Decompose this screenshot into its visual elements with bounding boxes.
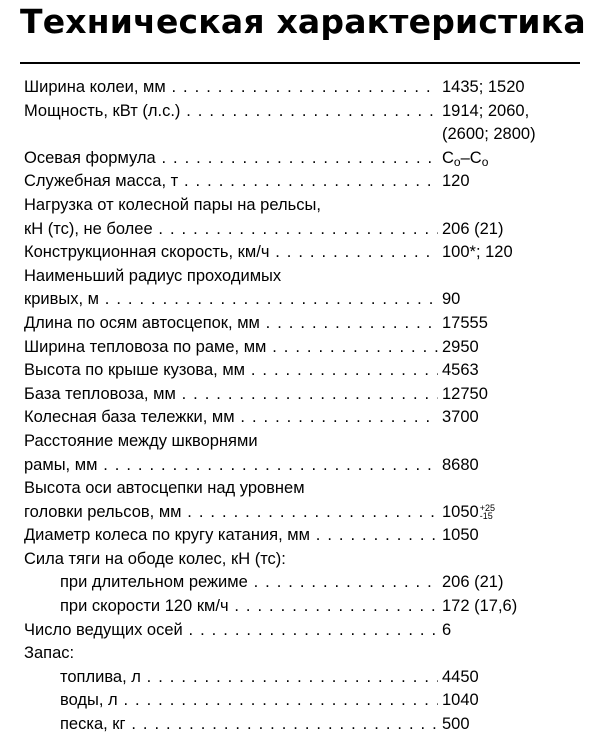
axle-formula-base: C — [442, 148, 454, 167]
page-title: Техническая характеристика — [20, 2, 586, 41]
spec-label: рамы, мм . . . — [24, 454, 438, 478]
spec-list — [0, 76, 600, 737]
spec-row — [0, 123, 600, 147]
spec-row — [0, 170, 600, 194]
spec-label: при длительном режиме . . . — [60, 571, 438, 595]
spec-row — [0, 147, 600, 171]
spec-label: Конструкционная скорость, км/ч . . . — [24, 241, 438, 265]
spec-value: 6 — [442, 620, 452, 639]
spec-row — [0, 619, 600, 643]
spec-row — [0, 477, 600, 501]
spec-value: 4450 — [442, 667, 479, 686]
spec-label: Осевая формула . . . — [24, 147, 438, 171]
spec-value: 1914; 2060, — [442, 101, 530, 120]
spec-label: Длина по осям автосцепок, мм . . . — [24, 312, 438, 336]
spec-label: Сила тяги на ободе колес, кН (тс): — [24, 549, 286, 568]
spec-value: 1050 — [442, 526, 479, 545]
spec-value: 8680 — [442, 455, 479, 474]
spec-value: 90 — [442, 290, 461, 309]
axle-formula-dash: – — [460, 148, 470, 167]
spec-label: при скорости 120 км/ч . . . — [60, 595, 438, 619]
spec-value: 1040 — [442, 691, 479, 710]
spec-value: 2950 — [442, 337, 479, 356]
coupler-height-value — [442, 501, 495, 525]
spec-label: Запас: — [24, 644, 75, 663]
spec-row — [0, 524, 600, 548]
spec-value: 12750 — [442, 384, 488, 403]
spec-value: 4563 — [442, 361, 479, 380]
tolerance — [480, 504, 495, 520]
spec-label: Высота по крыше кузова, мм . . . — [24, 359, 438, 383]
spec-label: Расстояние между шкворнями — [24, 431, 258, 450]
spec-label: Мощность, кВт (л.с.) . . . — [24, 100, 438, 124]
spec-row — [0, 312, 600, 336]
axle-formula-base: C — [469, 148, 482, 167]
spec-label: головки рельсов, мм . . . — [24, 501, 438, 525]
spec-label: кривых, м . . . — [24, 288, 438, 312]
spec-value: 100*; 120 — [442, 243, 513, 262]
spec-row — [0, 383, 600, 407]
spec-row — [0, 336, 600, 360]
spec-label: воды, л . . . — [60, 689, 438, 713]
spec-label: Число ведущих осей . . . — [24, 619, 438, 643]
spec-row — [0, 265, 600, 289]
spec-label: Диаметр колеса по кругу катания, мм . . . — [24, 524, 438, 548]
title-divider — [20, 62, 580, 64]
spec-label: Служебная масса, т . . . — [24, 170, 438, 194]
tolerance-minus: -15 — [479, 510, 493, 521]
spec-label: Наименьший радиус проходимых — [24, 266, 282, 285]
spec-label: Нагрузка от колесной пары на рельсы, — [24, 195, 321, 214]
tolerance-plus: +25 — [479, 502, 495, 513]
spec-row — [0, 595, 600, 619]
spec-row — [0, 666, 600, 690]
spec-value: 172 (17,6) — [442, 597, 518, 616]
spec-label: Высота оси автосцепки над уровнем — [24, 479, 305, 498]
spec-value: (2600; 2800) — [442, 125, 536, 144]
spec-row — [0, 241, 600, 265]
spec-row — [0, 689, 600, 713]
spec-label: кН (тс), не более . . . — [24, 218, 438, 242]
spec-value: 3700 — [442, 408, 479, 427]
spec-value: 206 (21) — [442, 573, 504, 592]
axle-formula-sub: o — [453, 154, 461, 169]
spec-row — [0, 218, 600, 242]
spec-row — [0, 76, 600, 100]
spec-row — [0, 713, 600, 737]
spec-row — [0, 288, 600, 312]
spec-label: База тепловоза, мм . . . — [24, 383, 438, 407]
spec-row — [0, 406, 600, 430]
spec-label: Ширина колеи, мм . . . — [24, 76, 438, 100]
spec-label: Ширина тепловоза по раме, мм . . . — [24, 336, 438, 360]
spec-label: Колесная база тележки, мм . . . — [24, 406, 438, 430]
spec-row — [0, 548, 600, 572]
spec-row — [0, 454, 600, 478]
spec-row — [0, 571, 600, 595]
spec-row — [0, 194, 600, 218]
spec-row — [0, 501, 600, 525]
spec-value: 206 (21) — [442, 219, 504, 238]
spec-label: топлива, л . . . — [60, 666, 438, 690]
spec-value: 120 — [442, 172, 470, 191]
spec-value: 1435; 1520 — [442, 78, 525, 96]
spec-value: 500 — [442, 715, 470, 734]
spec-label: песка, кг . . . — [60, 713, 438, 737]
spec-row — [0, 359, 600, 383]
coupler-height-base: 1050 — [442, 502, 479, 521]
spec-row — [0, 430, 600, 454]
axle-formula-sub: o — [481, 154, 489, 169]
spec-row — [0, 100, 600, 124]
spec-value: 17555 — [442, 313, 488, 332]
spec-row — [0, 642, 600, 666]
